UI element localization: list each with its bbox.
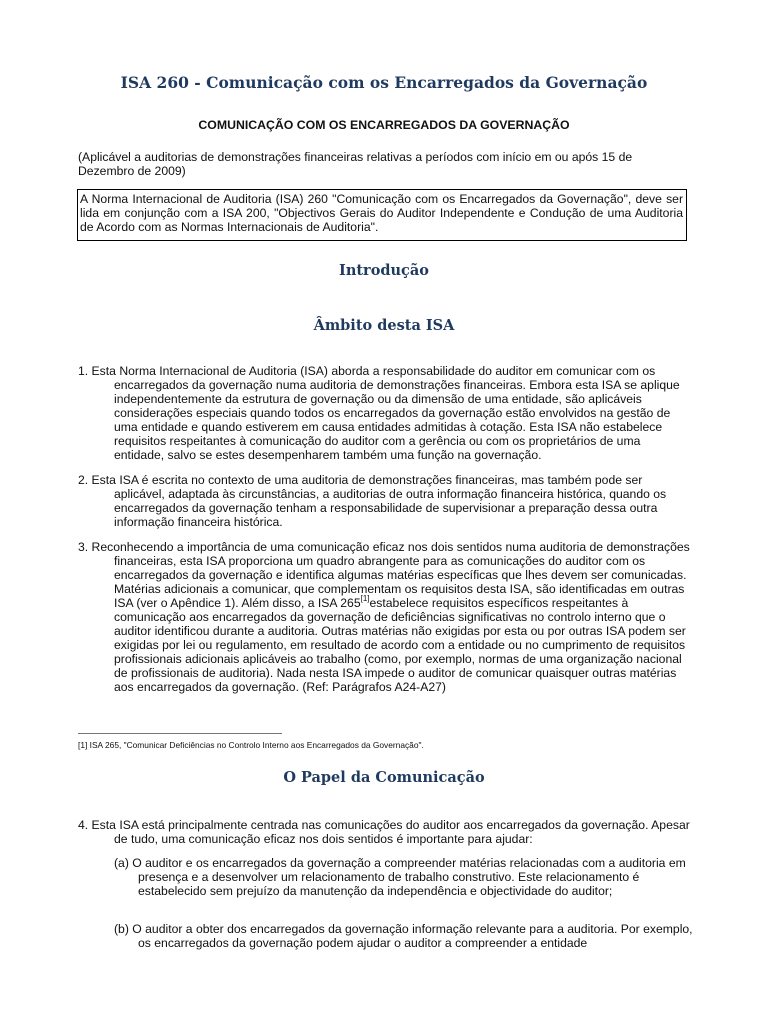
heading-papel: O Papel da Comunicação	[283, 769, 485, 786]
paragraph-3	[78, 540, 690, 694]
heading-introducao: Introdução	[339, 262, 429, 279]
subparagraph-b: (b) O auditor a obter dos encarregados da governação informação relevante para a auditoria. Por exemplo, os encarregados da governação podem ajudar o auditor a compreender a entidade	[114, 922, 693, 950]
document-subtitle: COMUNICAÇÃO COM OS ENCARREGADOS DA GOVERNAÇÃO	[198, 118, 570, 132]
footnote-divider	[78, 733, 282, 734]
heading-ambito: Âmbito desta ISA	[313, 317, 455, 334]
footnote-ref-link[interactable]: [1]	[360, 594, 370, 603]
paragraph-4: 4. Esta ISA está principalmente centrada nas comunicações do auditor aos encarregados da governação. Apesar de tudo, uma comunicação eficaz nos dois sentidos é importante para ajudar:	[78, 818, 690, 846]
document-title: ISA 260 - Comunicação com os Encarregados da Governação	[120, 73, 648, 92]
footnote-1: [1] ISA 265, "Comunicar Deficiências no Controlo Interno aos Encarregados da Governação".	[78, 740, 424, 750]
boxed-note: A Norma Internacional de Auditoria (ISA) 260 "Comunicação com os Encarregados da Governação", deve ser lida em conjunção com a ISA 200, "Objectivos Gerais do Auditor Independente e Condução de uma Auditoria de Acordo com as Normas Internacionais de Auditoria".	[77, 189, 687, 241]
applicability-note: (Aplicável a auditorias de demonstrações financeiras relativas a períodos com início em ou após 15 de Dezembro de 2009)	[78, 150, 633, 178]
paragraph-3-part-b: estabelece requisitos específicos respeitantes à comunicação aos encarregados da governação de deficiências significativas no controlo interno que o auditor identificou durante a auditoria. Outras matérias não exigidas por esta ou por outras ISA podem ser exigidas por lei ou regulamento, em resultado de acordo com a entidade ou no cumprimento de requisitos profissionais adicionais aplicáveis ao trabalho (como, por exemplo, normas de uma organização nacional de profissionais de auditoria). Nada nesta ISA impede o auditor de comunicar quaisquer outras matérias aos encarregados da governação. (Ref: Parágrafos A24-A27)	[114, 596, 686, 694]
subparagraph-a: (a) O auditor e os encarregados da governação a compreender matérias relacionadas com a auditoria em presença e a desenvolver um relacionamento de trabalho construtivo. Este relacionamento é estabelecido sem prejuízo da manutenção da independência e objectividade do auditor;	[114, 856, 686, 898]
paragraph-1: 1. Esta Norma Internacional de Auditoria (ISA) aborda a responsabilidade do auditor em comunicar com os encarregados da governação numa auditoria de demonstrações financeiras. Embora esta ISA se aplique independentemente da estrutura de governação ou da dimensão de uma entidade, são aplicáveis considerações especiais quando todos os encarregados da governação estão envolvidos na gestão de uma entidade e quando estiverem em causa entidades admitidas à cotação. Esta ISA não estabelece requisitos respeitantes à comunicação do auditor com a gerência ou com os proprietários de uma entidade, salvo se estes desempenharem também uma função na governação.	[78, 364, 680, 462]
paragraph-3-part-a: 3. Reconhecendo a importância de uma comunicação eficaz nos dois sentidos numa auditoria de demonstrações financeiras, esta ISA proporciona um quadro abrangente para as comunicações do auditor com os encarregados da governação e identifica algumas matérias específicas que lhes devem ser comunicadas. Matérias adicionais a comunicar, que complementam os requisitos desta ISA, são identificadas em outras ISA (ver o Apêndice 1). Além disso, a ISA 265	[78, 540, 690, 610]
paragraph-2: 2. Esta ISA é escrita no contexto de uma auditoria de demonstrações financeiras, mas também pode ser aplicável, adaptada às circunstâncias, a auditorias de outra informação financeira histórica, quando os encarregados da governação tenham a responsabilidade de supervisionar a preparação dessa outra informação financeira histórica.	[78, 473, 667, 529]
